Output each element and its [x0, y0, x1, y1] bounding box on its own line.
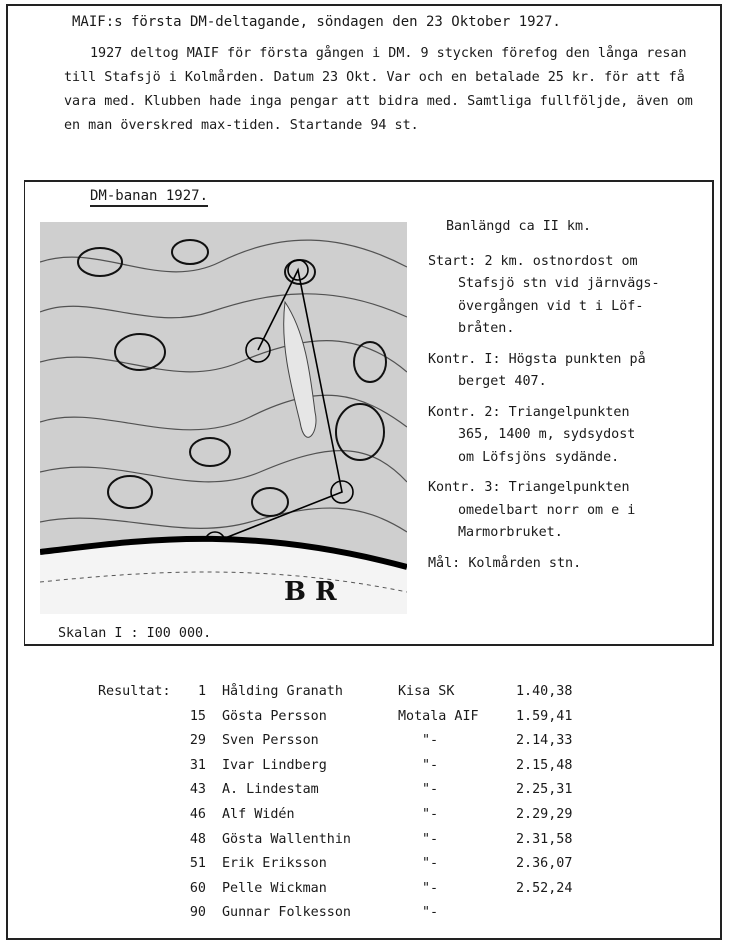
- result-club: "-: [422, 856, 439, 872]
- course-title: DM-banan 1927.: [90, 188, 208, 207]
- result-place: 31: [189, 757, 206, 773]
- result-row: [0, 684, 730, 708]
- control-3-text-2: omedelbart norr om e i: [458, 502, 636, 518]
- map-drawing: [40, 222, 407, 614]
- results-label: Resultat:: [98, 684, 171, 699]
- result-row: [0, 905, 730, 929]
- result-place: 90: [189, 905, 206, 921]
- result-club: "-: [422, 880, 439, 896]
- result-name: Gösta Persson: [222, 708, 327, 724]
- result-place: 48: [189, 831, 206, 847]
- control-3-label: Kontr. 3:: [428, 480, 501, 495]
- result-row: [0, 832, 730, 856]
- control-2-block: [428, 402, 718, 470]
- result-place: 15: [189, 708, 206, 724]
- course-length: Banlängd ca II km.: [446, 219, 592, 234]
- orienteering-map-image: [40, 222, 407, 614]
- result-club: "-: [422, 733, 439, 749]
- result-club: "-: [422, 905, 439, 921]
- result-club: Motala AIF: [398, 708, 479, 724]
- result-time: 2.52,24: [516, 880, 573, 896]
- result-row: [0, 733, 730, 757]
- control-3-block: [428, 477, 718, 545]
- control-1-text-1: Högsta punkten på: [508, 351, 646, 367]
- control-1-label: Kontr. I:: [428, 351, 501, 367]
- result-time: 2.14,33: [516, 733, 573, 749]
- result-row: [0, 881, 730, 905]
- control-3-text-3: Marmorbruket.: [458, 525, 563, 540]
- goal-text: Kolmården stn.: [468, 555, 582, 571]
- result-row: [0, 782, 730, 806]
- result-row: [0, 856, 730, 880]
- document-title: MAIF:s första DM-deltagande, söndagen den 23 Oktober 1927.: [72, 14, 561, 30]
- result-place: 43: [189, 782, 206, 798]
- result-club: "-: [422, 807, 439, 822]
- start-text-4: bråten.: [458, 321, 515, 336]
- result-time: 2.25,31: [516, 782, 573, 798]
- result-time: 1.40,38: [516, 684, 573, 699]
- start-label: Start:: [428, 253, 477, 269]
- result-club: "-: [422, 831, 439, 847]
- control-1-text-2: berget 407.: [458, 374, 547, 389]
- intro-paragraph: [64, 42, 704, 138]
- start-text-1: 2 km. ostnordost om: [484, 253, 638, 269]
- result-time: 2.29,29: [516, 807, 573, 822]
- goal-block: [428, 553, 718, 576]
- goal-label: Mål:: [428, 555, 461, 571]
- result-name: Ivar Lindberg: [222, 757, 327, 773]
- map-letters: B R: [284, 577, 337, 607]
- result-club: "-: [422, 782, 439, 798]
- start-text-3: övergången vid t i Löf-: [458, 298, 644, 314]
- result-row: [0, 709, 730, 733]
- result-place: 46: [189, 807, 206, 822]
- result-name: Pelle Wickman: [222, 880, 327, 896]
- intro-text: 1927 deltog MAIF för första gången i DM. 9 stycken förefog den långa resan till Stafsjö i Kolmården. Datum 23 Okt. Var och en betalade 25 kr. för att få vara med. Klubben hade inga pengar att bidra med. Samtliga fullföljde, även om en man överskred max-tiden. Startande 94 st.: [64, 46, 701, 133]
- result-place: 29: [189, 733, 206, 749]
- result-time: 2.31,58: [516, 831, 573, 847]
- result-name: Alf Widén: [222, 807, 295, 822]
- control-1-block: [428, 349, 718, 394]
- map-scale: Skalan I : I00 000.: [58, 626, 212, 641]
- control-3-text-1: Triangelpunkten: [508, 480, 630, 495]
- result-time: 1.59,41: [516, 708, 573, 724]
- result-name: Gunnar Folkesson: [222, 905, 351, 921]
- course-description: [428, 216, 718, 583]
- control-2-text-2: 365, 1400 m, sydsydost: [458, 427, 636, 442]
- result-club: "-: [422, 757, 439, 773]
- result-row: [0, 758, 730, 782]
- control-2-text-1: Triangelpunkten: [508, 404, 630, 420]
- control-2-label: Kontr. 2:: [428, 404, 501, 420]
- result-club: Kisa SK: [398, 684, 455, 699]
- result-place: 1: [197, 684, 206, 699]
- start-text-2: Stafsjö stn vid järnvägs-: [458, 276, 660, 291]
- result-name: Sven Persson: [222, 733, 319, 749]
- result-row: [0, 807, 730, 831]
- result-place: 60: [189, 880, 206, 896]
- result-time: 2.15,48: [516, 757, 573, 773]
- result-name: Gösta Wallenthin: [222, 831, 351, 847]
- result-name: Erik Eriksson: [222, 856, 327, 872]
- result-place: 51: [189, 856, 206, 872]
- result-time: 2.36,07: [516, 856, 573, 872]
- result-name: Hålding Granath: [222, 684, 343, 699]
- start-block: [428, 251, 718, 341]
- control-2-text-3: om Löfsjöns sydände.: [458, 449, 620, 465]
- result-name: A. Lindestam: [222, 782, 319, 798]
